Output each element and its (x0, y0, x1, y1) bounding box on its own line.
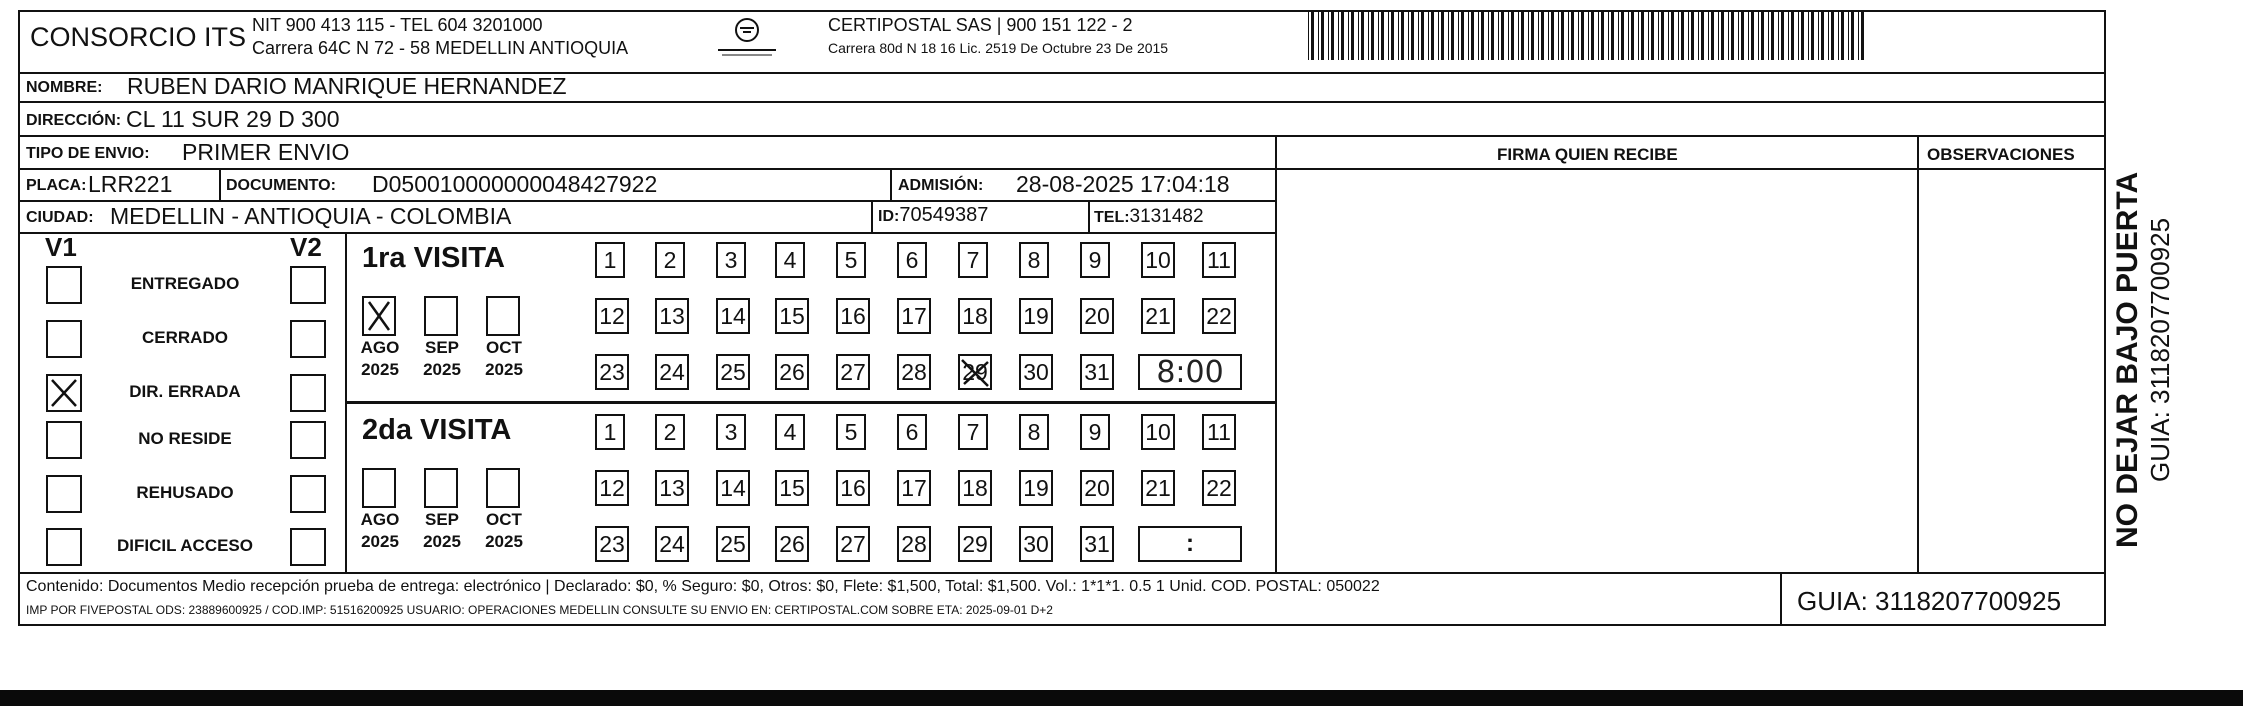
barcode-bar (1708, 10, 1709, 60)
v1-checkbox[interactable] (46, 320, 82, 358)
barcode-bar (1371, 10, 1374, 60)
barcode-bar (1438, 10, 1439, 60)
day-box[interactable]: 10 (1141, 242, 1175, 278)
barcode-bar (1661, 10, 1664, 60)
day-box[interactable]: 9 (1080, 242, 1110, 278)
barcode-bar (1748, 10, 1749, 60)
day-box[interactable]: 2 (655, 414, 685, 450)
time-value: 8:00 (1156, 354, 1224, 390)
day-box[interactable]: 9 (1080, 414, 1110, 450)
status-label: CERRADO (142, 328, 228, 347)
day-box[interactable]: 3 (716, 414, 746, 450)
day-box[interactable]: 26 (775, 526, 809, 562)
placa-value: LRR221 (88, 171, 173, 197)
barcode-bar (1791, 10, 1794, 60)
admision-value: 28-08-2025 17:04:18 (1016, 171, 1230, 197)
day-box[interactable]: 7 (958, 414, 988, 450)
barcode-bar (1651, 10, 1654, 60)
barcode-bar (1548, 10, 1549, 60)
barcode-bar (1308, 10, 1309, 60)
day-box[interactable]: 22 (1202, 298, 1236, 334)
barcode-bar (1578, 10, 1579, 60)
barcode-bar (1461, 10, 1464, 60)
barcode-bar (1628, 10, 1629, 60)
barcode-bar (1391, 10, 1394, 60)
barcode-bar (1528, 10, 1529, 60)
barcode-bar (1611, 10, 1614, 60)
carrier-name: CERTIPOSTAL SAS | 900 151 122 - 2 (828, 15, 1133, 35)
barcode-bar (1441, 10, 1444, 60)
barcode-bar (1608, 10, 1609, 60)
barcode-bar (1451, 10, 1454, 60)
day-box[interactable]: 4 (775, 242, 805, 278)
day-box[interactable]: 23 (595, 526, 629, 562)
barcode-bar (1348, 10, 1349, 60)
barcode-bar (1408, 10, 1409, 60)
day-box[interactable]: 27 (836, 354, 870, 390)
barcode-bar (1571, 10, 1574, 60)
day-box[interactable]: 25 (716, 354, 750, 390)
barcode-bar (1688, 10, 1689, 60)
status-label: DIR. ERRADA (129, 382, 241, 401)
barcode-bar (1311, 10, 1314, 60)
year-label: 2025 (423, 532, 461, 551)
company-address: Carrera 64C N 72 - 58 MEDELLIN ANTIOQUIA (252, 38, 629, 58)
v2-checkbox[interactable] (290, 374, 326, 412)
barcode-bar (1478, 10, 1479, 60)
barcode-bar (1418, 10, 1419, 60)
year-label: 2025 (485, 532, 523, 551)
status-label: DIFICIL ACCESO (116, 536, 253, 555)
v2-checkbox[interactable] (290, 421, 326, 459)
footer-guia: GUIA: 3118207700925 (1797, 586, 2062, 616)
barcode-bar (1721, 10, 1724, 60)
v1-checkbox[interactable] (46, 266, 82, 304)
visit-title: 1ra VISITA (362, 242, 505, 274)
v1-checkbox[interactable] (46, 421, 82, 459)
barcode-bar (1671, 10, 1674, 60)
barcode-bar (1498, 10, 1499, 60)
v2-checkbox[interactable] (290, 528, 326, 566)
barcode-bar (1521, 10, 1524, 60)
day-box[interactable]: 24 (655, 526, 689, 562)
barcode-bar (1458, 10, 1459, 60)
day-box[interactable]: 31 (1080, 354, 1114, 390)
barcode-bar (1558, 10, 1559, 60)
month-label: OCT (486, 510, 522, 529)
barcode-bar (1668, 10, 1669, 60)
barcode-bar (1358, 10, 1359, 60)
barcode-bar (1631, 10, 1634, 60)
day-box[interactable]: 5 (836, 242, 866, 278)
month-label: AGO (360, 510, 400, 529)
day-box[interactable]: 31 (1080, 526, 1114, 562)
day-box[interactable]: 10 (1141, 414, 1175, 450)
barcode-bar (1481, 10, 1484, 60)
tipo-envio-value: PRIMER ENVIO (182, 139, 350, 165)
direccion-value: CL 11 SUR 29 D 300 (126, 106, 340, 132)
x-mark-icon (48, 376, 80, 410)
v1-checkbox[interactable] (46, 528, 82, 566)
barcode-bar (1398, 10, 1399, 60)
v2-checkbox[interactable] (290, 475, 326, 513)
admision-label: ADMISIÓN: (898, 177, 984, 194)
barcode-bar (1638, 10, 1639, 60)
day-box[interactable]: 13 (655, 470, 689, 506)
barcode-bar (1801, 10, 1804, 60)
barcode-bar (1701, 10, 1704, 60)
barcode-bar (1728, 10, 1729, 60)
year-label: 2025 (485, 360, 523, 379)
barcode-bar (1658, 10, 1659, 60)
barcode-bar (1381, 10, 1384, 60)
barcode-bar (1698, 10, 1699, 60)
barcode-bar (1488, 10, 1489, 60)
barcode-bar (1731, 10, 1734, 60)
day-box[interactable]: 17 (897, 470, 931, 506)
month-label: SEP (424, 510, 460, 529)
day-box[interactable]: 14 (716, 298, 750, 334)
barcode-bar (1568, 10, 1569, 60)
barcode-bar (1771, 10, 1774, 60)
barcode-bar (1471, 10, 1474, 60)
v2-label: V2 (290, 232, 322, 262)
id-field: ID:70549387 (878, 204, 989, 226)
no-dejar-bajo-puerta: NO DEJAR BAJO PUERTA (2111, 171, 2144, 548)
year-label: 2025 (423, 360, 461, 379)
nombre-label: NOMBRE: (26, 79, 103, 96)
barcode-bar (1741, 10, 1744, 60)
x-mark-icon (364, 298, 394, 334)
barcode-bar (1798, 10, 1799, 60)
barcode-bar (1388, 10, 1389, 60)
company-nit: NIT 900 413 115 - TEL 604 3201000 (252, 15, 543, 35)
barcode-bar (1711, 10, 1714, 60)
barcode-bar (1468, 10, 1469, 60)
v1-checkbox[interactable] (46, 374, 82, 412)
ciudad-label: CIUDAD: (26, 209, 94, 226)
day-box[interactable]: 23 (595, 354, 629, 390)
barcode-bar (1768, 10, 1769, 60)
status-label: REHUSADO (136, 483, 234, 502)
day-box[interactable]: 3 (716, 242, 746, 278)
day-box[interactable]: 7 (958, 242, 988, 278)
ciudad-value: MEDELLIN - ANTIOQUIA - COLOMBIA (110, 203, 512, 229)
day-box[interactable]: 11 (1202, 414, 1236, 450)
barcode-bar (1751, 10, 1754, 60)
placa-label: PLACA: (26, 177, 87, 194)
day-box[interactable]: 14 (716, 470, 750, 506)
barcode-bar (1828, 10, 1829, 60)
day-box[interactable]: 11 (1202, 242, 1236, 278)
year-label: 2025 (361, 360, 399, 379)
barcode-bar (1818, 10, 1819, 60)
barcode-bar (1718, 10, 1719, 60)
month-checkbox[interactable] (486, 468, 520, 508)
day-box[interactable]: 30 (1019, 354, 1053, 390)
certipostal-logo-icon (706, 16, 788, 60)
day-box[interactable]: 29 (958, 354, 992, 390)
barcode-bar (1758, 10, 1759, 60)
barcode-bar (1601, 10, 1604, 60)
barcode-bar (1491, 10, 1494, 60)
barcode-bar (1761, 10, 1764, 60)
barcode-bar (1508, 10, 1509, 60)
barcode-bar (1788, 10, 1789, 60)
day-box[interactable]: 19 (1019, 470, 1053, 506)
status-label: NO RESIDE (138, 429, 232, 448)
day-box[interactable]: 21 (1141, 298, 1175, 334)
barcode-bar (1581, 10, 1584, 60)
time-box[interactable] (1138, 354, 1242, 390)
barcode-bar (1431, 10, 1434, 60)
day-box[interactable]: 1 (595, 414, 625, 450)
barcode-bar (1618, 10, 1619, 60)
barcode-bar (1368, 10, 1369, 60)
time-value: : (1186, 530, 1194, 557)
barcode-bar (1861, 10, 1864, 60)
month-checkbox[interactable] (362, 296, 396, 336)
barcode-bar (1811, 10, 1814, 60)
barcode-bar (1411, 10, 1414, 60)
barcode-bar (1321, 10, 1324, 60)
day-box[interactable]: 26 (775, 354, 809, 390)
day-box[interactable]: 6 (897, 414, 927, 450)
day-box[interactable]: 15 (775, 298, 809, 334)
footer-imp: IMP POR FIVEPOSTAL ODS: 23889600925 / COD.IMP: 51516200925 USUARIO: OPERACIONES MEDELLIN CONSULTE SU ENVIO EN: CERTIPOSTAL.COM SOBRE ETA: 2025-09-01 D+2 (26, 603, 1053, 617)
observaciones-label: OBSERVACIONES (1927, 145, 2075, 164)
day-box[interactable]: 5 (836, 414, 866, 450)
barcode-bar (1538, 10, 1539, 60)
day-box[interactable]: 28 (897, 354, 931, 390)
month-label: OCT (486, 338, 522, 357)
day-box[interactable]: 12 (595, 470, 629, 506)
v2-checkbox[interactable] (290, 320, 326, 358)
day-box[interactable]: 18 (958, 470, 992, 506)
day-box[interactable]: 17 (897, 298, 931, 334)
company-name: CONSORCIO ITS (30, 22, 247, 52)
barcode-bar (1428, 10, 1429, 60)
v1-checkbox[interactable] (46, 475, 82, 513)
day-box[interactable]: 28 (897, 526, 931, 562)
barcode-bar (1821, 10, 1824, 60)
tel-field: TEL:3131482 (1094, 206, 1204, 227)
barcode-bar (1858, 10, 1859, 60)
barcode-bar (1648, 10, 1649, 60)
barcode-bar (1328, 10, 1329, 60)
day-box[interactable]: 1 (595, 242, 625, 278)
barcode-bar (1318, 10, 1319, 60)
year-label: 2025 (361, 532, 399, 551)
v2-checkbox[interactable] (290, 266, 326, 304)
day-box[interactable]: 30 (1019, 526, 1053, 562)
barcode-bar (1681, 10, 1684, 60)
barcode-bar (1361, 10, 1364, 60)
day-box[interactable]: 6 (897, 242, 927, 278)
barcode-bar (1678, 10, 1679, 60)
barcode-bar (1511, 10, 1514, 60)
barcode-bar (1338, 10, 1339, 60)
barcode-bar (1591, 10, 1594, 60)
barcode-bar (1541, 10, 1544, 60)
day-box[interactable]: 8 (1019, 414, 1049, 450)
barcode-bar (1691, 10, 1694, 60)
month-label: AGO (360, 338, 400, 357)
day-box[interactable]: 2 (655, 242, 685, 278)
barcode-bar (1401, 10, 1404, 60)
day-box[interactable]: 12 (595, 298, 629, 334)
documento-value: D050010000000048427922 (372, 171, 658, 197)
barcode-bar (1831, 10, 1834, 60)
barcode-bar (1851, 10, 1854, 60)
barcode-bar (1351, 10, 1354, 60)
barcode-bar (1448, 10, 1449, 60)
month-checkbox[interactable] (486, 296, 520, 336)
day-box[interactable]: 8 (1019, 242, 1049, 278)
time-box[interactable] (1138, 526, 1242, 562)
day-box[interactable]: 22 (1202, 470, 1236, 506)
barcode-bar (1641, 10, 1644, 60)
day-box[interactable]: 4 (775, 414, 805, 450)
day-box[interactable]: 16 (836, 470, 870, 506)
barcode-bar (1621, 10, 1624, 60)
barcode-bar (1331, 10, 1334, 60)
day-mark-icon (958, 354, 992, 395)
barcode-bar (1501, 10, 1504, 60)
day-box[interactable]: 15 (775, 470, 809, 506)
barcode-bar (1781, 10, 1784, 60)
barcode-bar (1598, 10, 1599, 60)
barcode-bar (1841, 10, 1844, 60)
day-box[interactable]: 29 (958, 526, 992, 562)
side-guia: GUIA: 3118207700925 (2145, 217, 2175, 482)
tipo-envio-label: TIPO DE ENVIO: (26, 145, 150, 162)
day-box[interactable]: 13 (655, 298, 689, 334)
nombre-value: RUBEN DARIO MANRIQUE HERNANDEZ (127, 73, 567, 99)
month-checkbox[interactable] (362, 468, 396, 508)
day-box[interactable]: 24 (655, 354, 689, 390)
barcode-bar (1778, 10, 1779, 60)
day-box[interactable]: 16 (836, 298, 870, 334)
barcode-bar (1378, 10, 1379, 60)
day-box[interactable]: 20 (1080, 470, 1114, 506)
carrier-address: Carrera 80d N 18 16 Lic. 2519 De Octubre 23 De 2015 (828, 40, 1169, 56)
barcode-bar (1421, 10, 1424, 60)
barcode-bar (1588, 10, 1589, 60)
barcode-bar (1848, 10, 1849, 60)
status-label: ENTREGADO (130, 274, 240, 293)
bottom-black-bar (0, 690, 2243, 706)
day-box[interactable]: 25 (716, 526, 750, 562)
day-box[interactable]: 19 (1019, 298, 1053, 334)
v1-label: V1 (45, 232, 77, 262)
day-box[interactable]: 20 (1080, 298, 1114, 334)
month-label: SEP (424, 338, 460, 357)
barcode-bar (1838, 10, 1839, 60)
documento-label: DOCUMENTO: (226, 177, 336, 194)
firma-label: FIRMA QUIEN RECIBE (1497, 145, 1678, 164)
barcode-icon (1308, 10, 1874, 60)
barcode-bar (1531, 10, 1534, 60)
month-checkbox[interactable] (424, 296, 458, 336)
barcode-bar (1551, 10, 1554, 60)
footer-contenido: Contenido: Documentos Medio recepción prueba de entrega: electrónico | Declarado: $0, % Seguro: $0, Otros: $0, Flete: $1,500, Total: $1,500. Vol.: 1*1*1. 0.5 1 Unid. COD. POSTAL: 050022 (26, 578, 1380, 595)
barcode-bar (1808, 10, 1809, 60)
day-box[interactable]: 21 (1141, 470, 1175, 506)
visit-title: 2da VISITA (362, 414, 512, 446)
day-box[interactable]: 18 (958, 298, 992, 334)
barcode-bar (1561, 10, 1564, 60)
barcode-bar (1738, 10, 1739, 60)
barcode-bar (1518, 10, 1519, 60)
direccion-label: DIRECCIÓN: (26, 112, 122, 129)
barcode-bar (1341, 10, 1344, 60)
day-box[interactable]: 27 (836, 526, 870, 562)
month-checkbox[interactable] (424, 468, 458, 508)
